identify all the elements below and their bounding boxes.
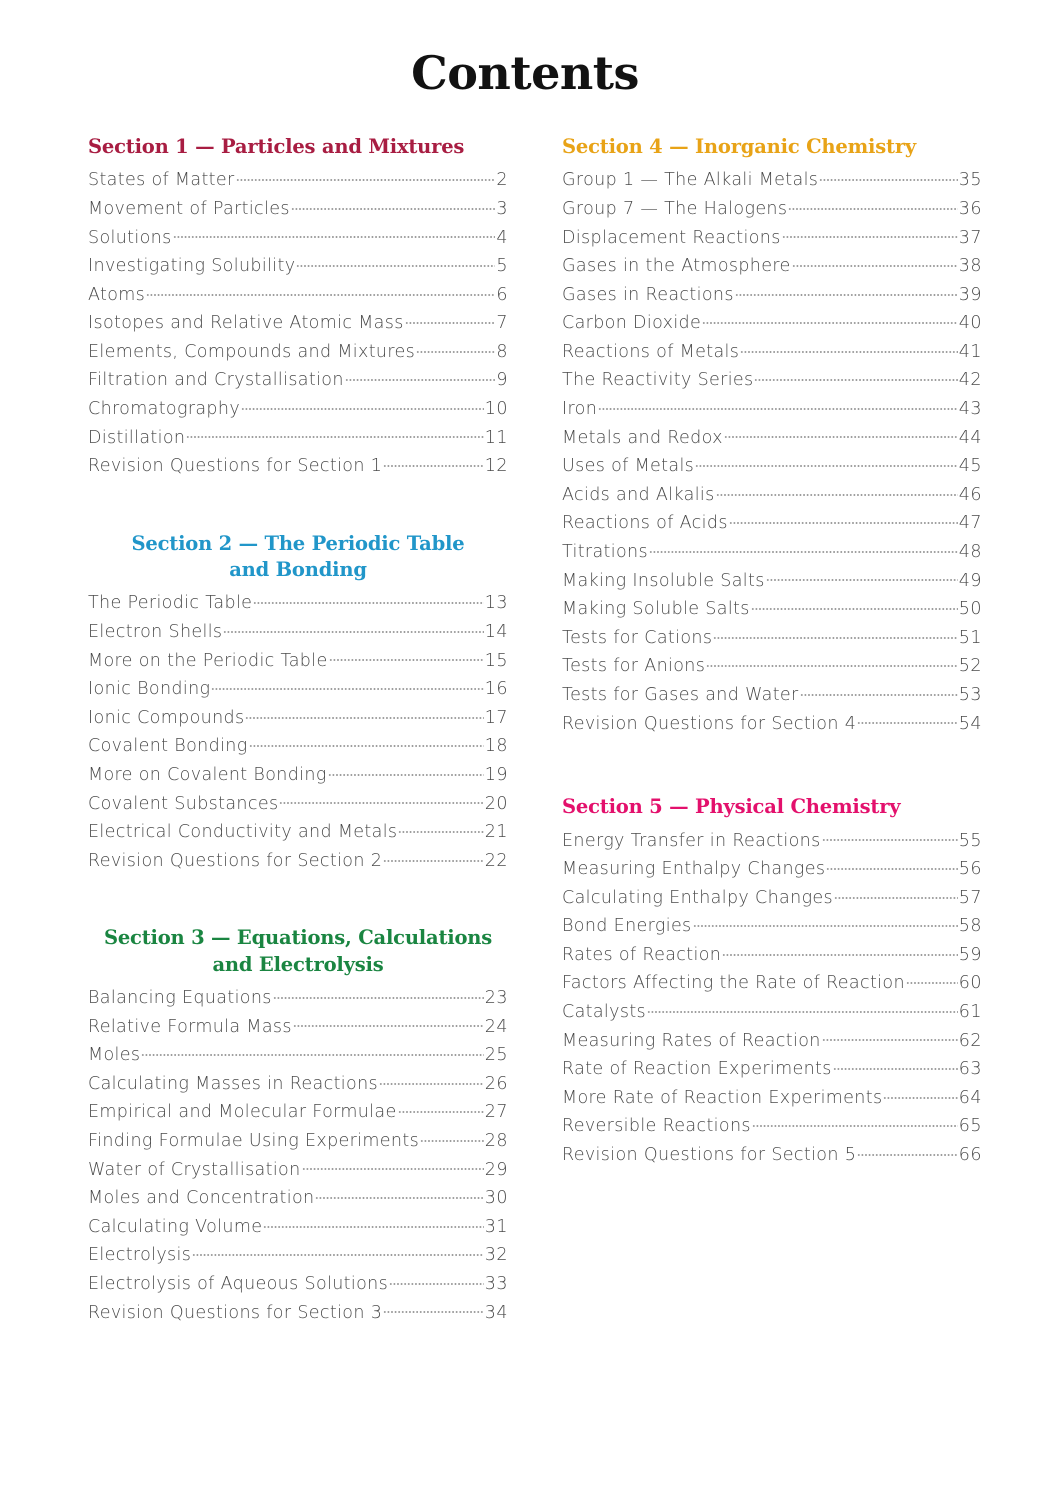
toc-entry[interactable] <box>88 732 508 761</box>
toc-entry-page-number: 44 <box>958 427 982 448</box>
toc-entry-title: Filtration and Crystallisation <box>88 370 344 391</box>
leader-dots <box>279 791 483 809</box>
toc-entry-page-number: 3 <box>496 198 508 219</box>
toc-entry-title: Balancing Equations <box>88 988 272 1009</box>
leader-dots <box>420 1129 484 1147</box>
toc-entry-page-number: 34 <box>484 1302 508 1323</box>
leader-dots <box>405 311 496 329</box>
toc-entry-page-number: 53 <box>958 685 982 705</box>
leader-dots <box>398 820 483 838</box>
toc-entry-page-number: 59 <box>958 944 982 965</box>
toc-entry-page-number: 32 <box>484 1245 508 1266</box>
toc-entry-page-number: 56 <box>958 859 982 880</box>
toc-entry-page-number: 9 <box>496 370 508 391</box>
toc-entry[interactable] <box>562 998 982 1027</box>
toc-entry[interactable] <box>562 338 982 367</box>
toc-entry[interactable] <box>88 166 508 195</box>
toc-entry[interactable] <box>88 1041 508 1070</box>
right-column <box>562 134 982 1337</box>
toc-entry[interactable] <box>88 1070 508 1099</box>
toc-entry-title: States of Matter <box>88 170 235 191</box>
toc-entry[interactable] <box>562 1027 982 1056</box>
toc-entry-page-number: 4 <box>496 227 508 248</box>
toc-entry-title: Calculating Masses in Reactions <box>88 1073 378 1094</box>
toc-entry-title: Metals and Redox <box>562 427 723 448</box>
toc-entry[interactable] <box>88 818 508 847</box>
toc-entry[interactable] <box>88 1241 508 1270</box>
toc-entry-page-number: 30 <box>484 1188 508 1209</box>
toc-entry-title: Solutions <box>88 227 172 248</box>
toc-entry-title: Titrations <box>562 542 648 563</box>
leader-dots <box>800 683 958 701</box>
toc-entry-title: Gases in Reactions <box>562 284 734 305</box>
heading-line: and Bonding <box>229 558 367 582</box>
toc-entry[interactable] <box>562 224 982 253</box>
section-4-entries <box>562 166 982 738</box>
toc-entry[interactable] <box>88 1299 508 1328</box>
toc-entry-title: Calculating Enthalpy Changes <box>562 887 834 908</box>
toc-entry-title: Uses of Metals <box>562 456 695 477</box>
toc-entry-title: Revision Questions for Section 2 <box>88 850 383 871</box>
leader-dots <box>695 454 958 472</box>
toc-entry-page-number: 2 <box>496 170 508 191</box>
toc-entry-page-number: 16 <box>484 679 508 700</box>
leader-dots <box>296 254 495 272</box>
toc-entry-title: Measuring Rates of Reaction <box>562 1030 821 1051</box>
toc-entry-page-number: 49 <box>958 570 982 591</box>
toc-entry-page-number: 14 <box>484 622 508 643</box>
toc-entry-title: Movement of Particles <box>88 198 290 219</box>
leader-dots <box>236 168 496 186</box>
toc-entry[interactable] <box>88 424 508 453</box>
toc-entry-title: Displacement Reactions <box>562 227 781 248</box>
leader-dots <box>249 734 484 752</box>
toc-entry-page-number: 63 <box>958 1059 982 1080</box>
toc-entry-title: Measuring Enthalpy Changes <box>562 859 826 880</box>
toc-entry-page-number: 21 <box>484 822 508 843</box>
toc-entry-page-number: 19 <box>484 765 508 786</box>
leader-dots <box>253 591 483 609</box>
leader-dots <box>751 597 958 615</box>
toc-entry-page-number: 20 <box>484 793 508 814</box>
toc-entry[interactable] <box>88 618 508 647</box>
toc-entry[interactable] <box>562 884 982 913</box>
leader-dots <box>724 425 958 443</box>
leader-dots <box>293 1014 484 1032</box>
leader-dots <box>857 711 958 729</box>
toc-entry-page-number: 26 <box>484 1073 508 1094</box>
toc-entry-title: Revision Questions for Section 1 <box>88 456 383 477</box>
leader-dots <box>173 225 496 243</box>
toc-entry-page-number: 60 <box>958 973 982 994</box>
leader-dots <box>379 1071 484 1089</box>
toc-entry-title: More on the Periodic Table <box>88 650 328 671</box>
toc-entry-page-number: 8 <box>496 341 508 362</box>
toc-entry[interactable] <box>562 595 982 624</box>
toc-entry-page-number: 35 <box>958 170 982 191</box>
toc-entry[interactable] <box>88 252 508 281</box>
toc-entry-title: Investigating Solubility <box>88 256 296 277</box>
toc-entry-page-number: 51 <box>958 627 982 648</box>
toc-entry-title: Reactions of Metals <box>562 341 740 362</box>
toc-entry[interactable] <box>88 1156 508 1185</box>
leader-dots <box>389 1271 484 1289</box>
toc-entry-page-number: 24 <box>484 1016 508 1037</box>
leader-dots <box>598 397 958 415</box>
leader-dots <box>141 1043 483 1061</box>
toc-entry[interactable] <box>88 395 508 424</box>
toc-entry-page-number: 38 <box>958 256 982 277</box>
leader-dots <box>649 540 958 558</box>
leader-dots <box>706 654 958 672</box>
leader-dots <box>857 1143 958 1161</box>
heading-line: Section 4 — Inorganic Chemistry <box>562 135 917 158</box>
toc-entry-title: Iron <box>562 399 598 420</box>
section-5 <box>562 794 982 1169</box>
toc-entry-title: Isotopes and Relative Atomic Mass <box>88 313 404 334</box>
toc-entry-title: More on Covalent Bonding <box>88 765 327 786</box>
toc-entry-page-number: 50 <box>958 599 982 620</box>
contents-columns <box>0 134 1060 1337</box>
toc-entry[interactable] <box>562 969 982 998</box>
toc-entry-title: More Rate of Reaction Experiments <box>562 1087 883 1108</box>
leader-dots <box>822 828 958 846</box>
toc-entry-title: Acids and Alkalis <box>562 484 715 505</box>
toc-entry[interactable] <box>88 281 508 310</box>
leader-dots <box>752 1114 958 1132</box>
leader-dots <box>782 225 958 243</box>
toc-entry-title: Tests for Gases and Water <box>562 685 799 705</box>
toc-entry[interactable] <box>88 1213 508 1242</box>
toc-entry-page-number: 39 <box>958 284 982 305</box>
toc-entry[interactable] <box>88 647 508 676</box>
toc-entry-title: Electron Shells <box>88 622 223 643</box>
toc-entry[interactable] <box>562 1055 982 1084</box>
toc-entry[interactable] <box>562 281 982 310</box>
toc-entry-title: Distillation <box>88 427 186 448</box>
toc-entry[interactable] <box>562 395 982 424</box>
toc-entry-page-number: 17 <box>484 707 508 728</box>
left-column <box>88 134 508 1337</box>
section-spacer <box>88 491 508 531</box>
toc-entry-title: Group 7 — The Halogens <box>562 198 788 219</box>
toc-entry-title: Atoms <box>88 284 146 305</box>
section-1 <box>88 134 508 481</box>
leader-dots <box>345 368 496 386</box>
toc-entry[interactable] <box>88 1098 508 1127</box>
leader-dots <box>788 196 957 214</box>
toc-entry[interactable] <box>562 567 982 596</box>
toc-entry[interactable] <box>562 624 982 653</box>
toc-entry-page-number: 12 <box>484 456 508 477</box>
toc-entry-page-number: 7 <box>496 313 508 334</box>
toc-entry-title: Covalent Substances <box>88 793 279 814</box>
toc-entry[interactable] <box>88 195 508 224</box>
toc-entry-title: Water of Crystallisation <box>88 1159 301 1180</box>
toc-entry[interactable] <box>562 309 982 338</box>
heading-line: Section 1 — Particles and Mixtures <box>88 135 465 158</box>
toc-entry-title: Making Insoluble Salts <box>562 570 765 591</box>
toc-entry-page-number: 25 <box>484 1045 508 1066</box>
leader-dots <box>833 1057 958 1075</box>
section-2 <box>88 531 508 876</box>
toc-entry[interactable] <box>562 652 982 681</box>
leader-dots <box>263 1214 483 1232</box>
toc-entry-title: Reversible Reactions <box>562 1116 751 1137</box>
toc-entry-title: Elements, Compounds and Mixtures <box>88 341 416 362</box>
toc-entry-title: Tests for Anions <box>562 656 706 677</box>
toc-entry[interactable] <box>562 912 982 941</box>
leader-dots <box>883 1085 957 1103</box>
toc-entry-page-number: 65 <box>958 1116 982 1137</box>
toc-entry[interactable] <box>88 338 508 367</box>
leader-dots <box>766 568 958 586</box>
leader-dots <box>729 511 958 529</box>
toc-entry-page-number: 58 <box>958 916 982 937</box>
toc-entry[interactable] <box>88 589 508 618</box>
toc-entry-page-number: 43 <box>958 399 982 420</box>
page-title: Contents <box>411 46 639 100</box>
toc-entry[interactable] <box>88 790 508 819</box>
toc-entry-page-number: 23 <box>484 988 508 1009</box>
leader-dots <box>822 1028 958 1046</box>
leader-dots <box>735 282 958 300</box>
section-3 <box>88 925 508 1327</box>
leader-dots <box>291 196 496 214</box>
toc-entry-title: Bond Energies <box>562 916 692 937</box>
heading-line: Section 3 — Equations, Calculations <box>103 926 493 950</box>
toc-entry[interactable] <box>562 941 982 970</box>
toc-entry-title: Gases in the Atmosphere <box>562 256 791 277</box>
toc-entry[interactable] <box>562 681 982 710</box>
section-2-entries <box>88 589 508 875</box>
leader-dots <box>693 914 958 932</box>
toc-entry-page-number: 31 <box>484 1216 508 1237</box>
toc-entry-page-number: 29 <box>484 1159 508 1180</box>
toc-entry-title: Chromatography <box>88 399 241 420</box>
leader-dots <box>329 648 484 666</box>
toc-entry[interactable] <box>88 984 508 1013</box>
toc-entry-page-number: 66 <box>958 1145 982 1166</box>
toc-entry-page-number: 54 <box>958 713 982 734</box>
toc-entry-page-number: 27 <box>484 1102 508 1123</box>
toc-entry[interactable] <box>88 704 508 733</box>
leader-dots <box>223 620 483 638</box>
toc-entry-title: Covalent Bonding <box>88 736 248 757</box>
toc-entry-title: Moles <box>88 1045 141 1066</box>
toc-entry-title: Moles and Concentration <box>88 1188 315 1209</box>
toc-entry[interactable] <box>88 1013 508 1042</box>
toc-entry[interactable] <box>562 366 982 395</box>
toc-entry-title: Group 1 — The Alkali Metals <box>562 170 819 191</box>
toc-entry-title: Rate of Reaction Experiments <box>562 1059 832 1080</box>
toc-entry[interactable] <box>88 761 508 790</box>
toc-entry[interactable] <box>88 309 508 338</box>
toc-entry-page-number: 47 <box>958 513 982 534</box>
toc-entry-page-number: 22 <box>484 850 508 871</box>
toc-entry[interactable] <box>562 855 982 884</box>
leader-dots <box>722 942 958 960</box>
heading-line: Section 2 — The Periodic Table <box>131 531 465 555</box>
heading-line: Section 5 — Physical Chemistry <box>562 795 901 819</box>
toc-entry[interactable] <box>88 847 508 876</box>
leader-dots <box>273 986 484 1004</box>
section-1-heading <box>88 134 508 160</box>
leader-dots <box>819 168 957 186</box>
toc-entry[interactable] <box>562 1112 982 1141</box>
toc-entry-page-number: 5 <box>496 256 508 277</box>
leader-dots <box>328 763 484 781</box>
toc-entry-page-number: 42 <box>958 370 982 391</box>
leader-dots <box>834 885 958 903</box>
section-spacer <box>88 885 508 925</box>
toc-entry[interactable] <box>562 481 982 510</box>
toc-entry[interactable] <box>562 452 982 481</box>
toc-entry-title: Revision Questions for Section 3 <box>88 1302 383 1323</box>
toc-entry[interactable] <box>562 538 982 567</box>
toc-entry[interactable] <box>88 1184 508 1213</box>
section-4-heading <box>562 134 982 160</box>
toc-entry-title: Revision Questions for Section 5 <box>562 1145 857 1166</box>
leader-dots <box>740 339 958 357</box>
section-3-entries <box>88 984 508 1327</box>
toc-entry-title: Carbon Dioxide <box>562 313 702 334</box>
toc-entry-page-number: 45 <box>958 456 982 477</box>
toc-entry-page-number: 10 <box>484 399 508 420</box>
section-3-heading <box>88 925 508 978</box>
toc-entry-page-number: 28 <box>484 1131 508 1151</box>
toc-entry[interactable] <box>562 195 982 224</box>
toc-entry-title: Calculating Volume <box>88 1216 263 1237</box>
leader-dots <box>792 254 958 272</box>
leader-dots <box>146 282 495 300</box>
leader-dots <box>383 848 484 866</box>
toc-entry-page-number: 40 <box>958 313 982 334</box>
toc-entry-title: Ionic Compounds <box>88 707 245 728</box>
leader-dots <box>241 397 484 415</box>
leader-dots <box>192 1243 484 1261</box>
leader-dots <box>416 339 495 357</box>
toc-entry-page-number: 6 <box>496 284 508 305</box>
leader-dots <box>383 1300 484 1318</box>
section-1-entries <box>88 166 508 481</box>
leader-dots <box>716 482 958 500</box>
toc-entry-title: Revision Questions for Section 4 <box>562 713 857 734</box>
section-4 <box>562 134 982 738</box>
toc-entry-title: Energy Transfer in Reactions <box>562 830 821 851</box>
leader-dots <box>211 677 483 695</box>
toc-entry[interactable] <box>88 1270 508 1299</box>
toc-entry-page-number: 37 <box>958 227 982 248</box>
toc-entry[interactable] <box>562 252 982 281</box>
toc-entry-page-number: 57 <box>958 887 982 908</box>
toc-entry-page-number: 15 <box>484 650 508 671</box>
toc-entry-title: Making Soluble Salts <box>562 599 750 620</box>
toc-entry-page-number: 48 <box>958 542 982 563</box>
toc-entry-title: Finding Formulae Using Experiments <box>88 1131 420 1151</box>
section-5-heading <box>562 794 982 820</box>
toc-entry-page-number: 52 <box>958 656 982 677</box>
toc-entry-title: Electrical Conductivity and Metals <box>88 822 398 843</box>
toc-entry-page-number: 11 <box>484 427 508 448</box>
toc-entry-title: Catalysts <box>562 1002 646 1023</box>
toc-entry[interactable] <box>562 424 982 453</box>
toc-entry-title: Rates of Reaction <box>562 944 722 965</box>
leader-dots <box>245 705 483 723</box>
toc-entry-title: The Reactivity Series <box>562 370 754 391</box>
toc-entry-page-number: 36 <box>958 198 982 219</box>
toc-entry-page-number: 33 <box>484 1273 508 1294</box>
leader-dots <box>315 1186 483 1204</box>
toc-entry[interactable] <box>562 827 982 856</box>
leader-dots <box>754 368 957 386</box>
toc-entry-page-number: 62 <box>958 1030 982 1051</box>
leader-dots <box>398 1100 484 1118</box>
toc-entry[interactable] <box>562 1141 982 1170</box>
toc-entry-page-number: 61 <box>958 1002 982 1023</box>
toc-entry[interactable] <box>88 1127 508 1156</box>
toc-entry[interactable] <box>562 710 982 739</box>
leader-dots <box>713 625 957 643</box>
toc-entry-page-number: 18 <box>484 736 508 757</box>
toc-entry[interactable] <box>562 509 982 538</box>
toc-entry-title: Empirical and Molecular Formulae <box>88 1102 397 1123</box>
leader-dots <box>826 857 957 875</box>
toc-entry[interactable] <box>562 1084 982 1113</box>
toc-entry-title: Factors Affecting the Rate of Reaction <box>562 973 905 994</box>
toc-entry[interactable] <box>88 224 508 253</box>
toc-entry-title: Ionic Bonding <box>88 679 211 700</box>
toc-entry-page-number: 55 <box>958 830 982 851</box>
leader-dots <box>647 1000 958 1018</box>
section-2-heading <box>88 531 508 584</box>
section-5-entries <box>562 827 982 1170</box>
toc-entry-title: Electrolysis <box>88 1245 192 1266</box>
toc-entry[interactable] <box>88 366 508 395</box>
toc-entry[interactable] <box>88 452 508 481</box>
leader-dots <box>186 425 483 443</box>
toc-entry-page-number: 46 <box>958 484 982 505</box>
toc-entry-title: Electrolysis of Aqueous Solutions <box>88 1273 389 1294</box>
toc-entry-title: Relative Formula Mass <box>88 1016 292 1037</box>
toc-entry[interactable] <box>88 675 508 704</box>
leader-dots <box>906 971 958 989</box>
heading-line: and Electrolysis <box>212 952 384 976</box>
leader-dots <box>702 311 958 329</box>
leader-dots <box>383 454 484 472</box>
toc-entry-page-number: 13 <box>484 593 508 614</box>
toc-entry-title: Reactions of Acids <box>562 513 728 534</box>
leader-dots <box>302 1157 484 1175</box>
toc-entry[interactable] <box>562 166 982 195</box>
toc-entry-page-number: 64 <box>958 1087 982 1108</box>
toc-entry-title: The Periodic Table <box>88 593 253 614</box>
section-spacer <box>562 748 982 794</box>
toc-entry-page-number: 41 <box>958 341 982 362</box>
toc-entry-title: Tests for Cations <box>562 627 713 648</box>
